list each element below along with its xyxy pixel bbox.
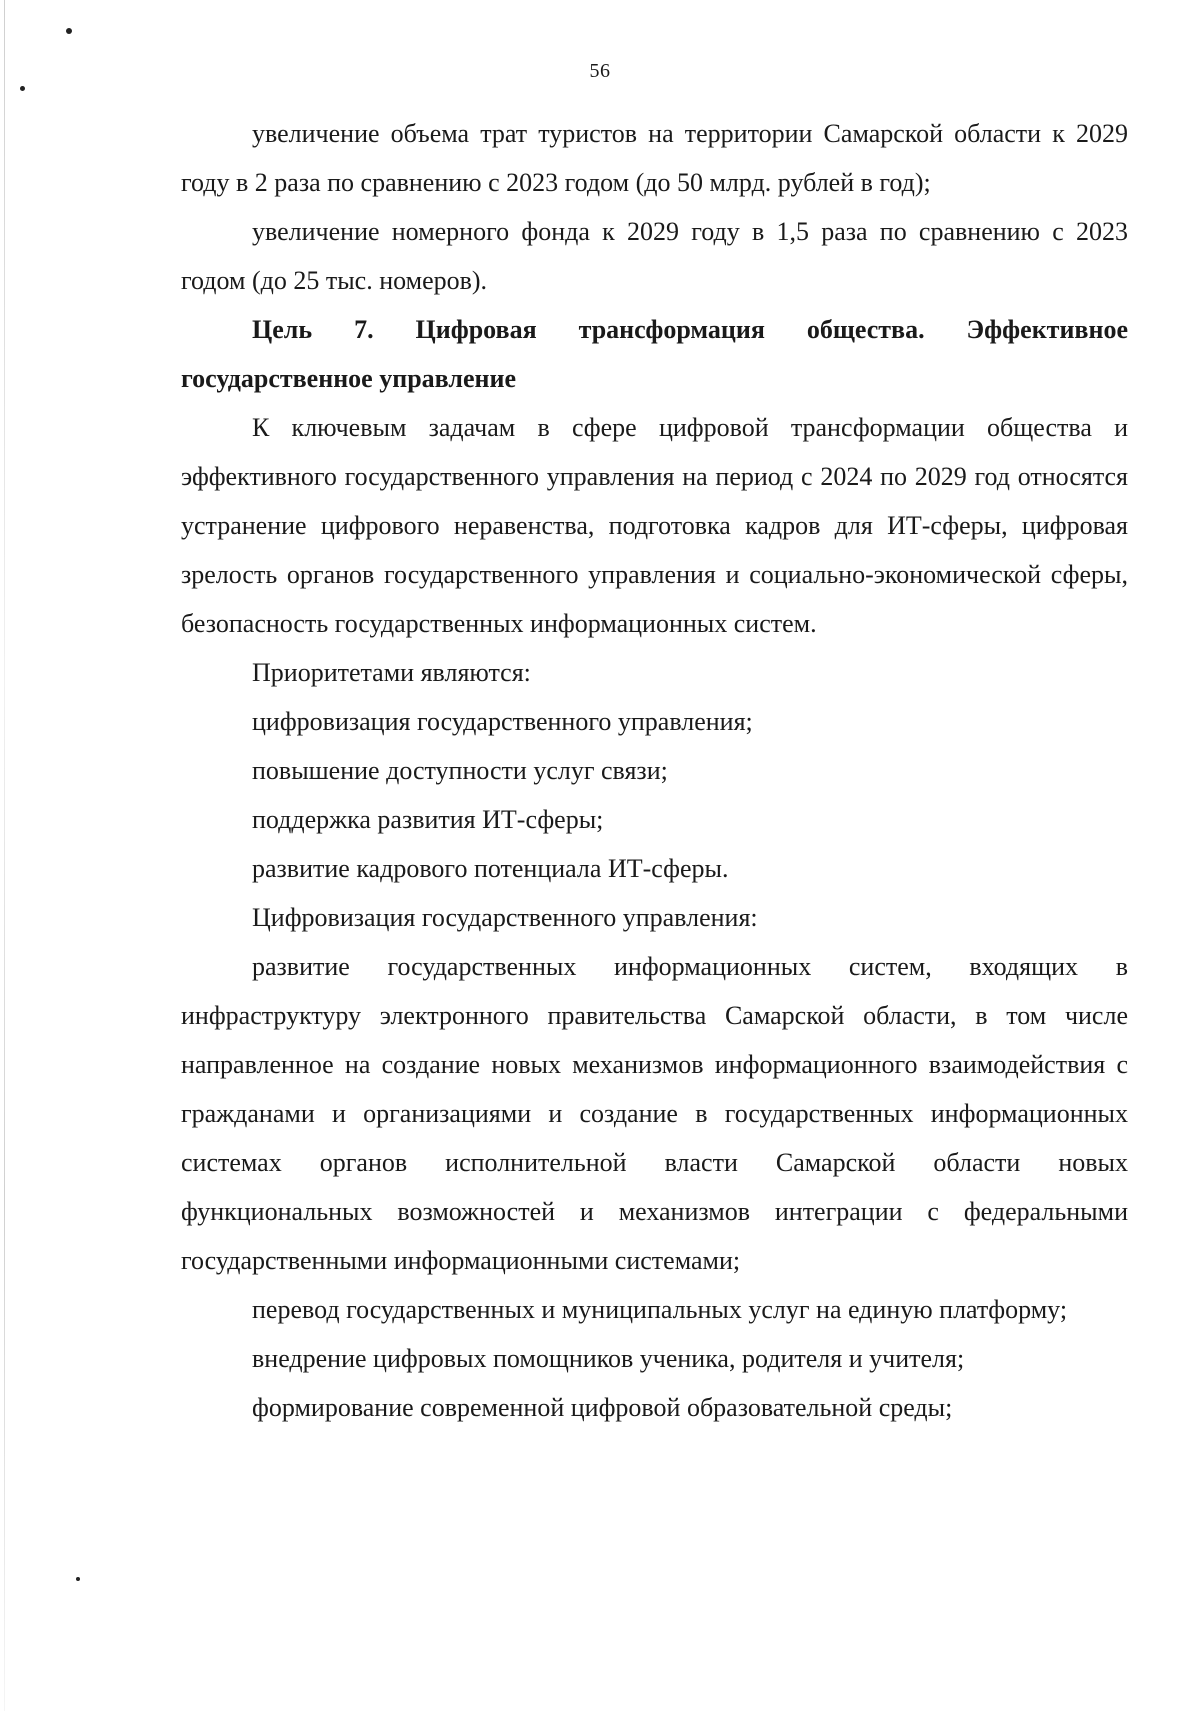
page-number: 56 [589, 60, 611, 82]
paragraph-digitalization-intro: Цифровизация государственного управления: [252, 903, 758, 932]
paragraph-priorities-intro: Приоритетами являются: [252, 658, 531, 687]
scan-speck [20, 86, 25, 91]
paragraph-room-fund: увеличение номерного фонда к 2029 году в 1,5 раза по сравнению с 2023 годом (до 25 тыс. номеров). [181, 217, 1128, 295]
list-item-digitalization: перевод государственных и муниципальных услуг на единую платформу; [252, 1295, 1068, 1324]
list-item-digitalization: развитие государственных информационных систем, входящих в инфраструктуру электронного правительства Самарской области, в том числе направленное на создание новых механизмов информационного взаимодействия с гражданами и организациями и создание в государственных информационных системах органов исполнительной власти Самарской области новых функциональных возможностей и механизмов интеграции с федеральными государственными информационными системами; [181, 952, 1128, 1275]
list-item-priority: развитие кадрового потенциала ИТ-сферы. [252, 854, 729, 883]
list-item-digitalization: внедрение цифровых помощников ученика, родителя и учителя; [252, 1344, 965, 1373]
scan-edge-shadow [4, 0, 5, 1711]
section-heading-goal-7: Цель 7. Цифровая трансформация общества. Эффективное государственное управление [181, 315, 1128, 393]
paragraph-tourist-spending: увеличение объема трат туристов на территории Самарской области к 2029 году в 2 раза по сравнению с 2023 годом (до 50 млрд. рублей в год); [181, 119, 1128, 197]
list-item-priority: повышение доступности услуг связи; [252, 756, 668, 785]
paragraph-key-tasks: К ключевым задачам в сфере цифровой трансформации общества и эффективного государственного управления на период с 2024 по 2029 год относятся устранение цифрового неравенства, подготовка кадров для ИТ-сферы, цифровая зрелость органов государственного управления и социально-экономической сферы, безопасность государственных информационных систем. [181, 413, 1128, 638]
list-item-priority: поддержка развития ИТ-сферы; [252, 805, 604, 834]
scan-speck [66, 28, 72, 34]
scan-speck [76, 1577, 80, 1581]
list-item-digitalization: формирование современной цифровой образовательной среды; [252, 1393, 953, 1422]
document-body [181, 109, 1128, 1432]
list-item-priority: цифровизация государственного управления; [252, 707, 753, 736]
